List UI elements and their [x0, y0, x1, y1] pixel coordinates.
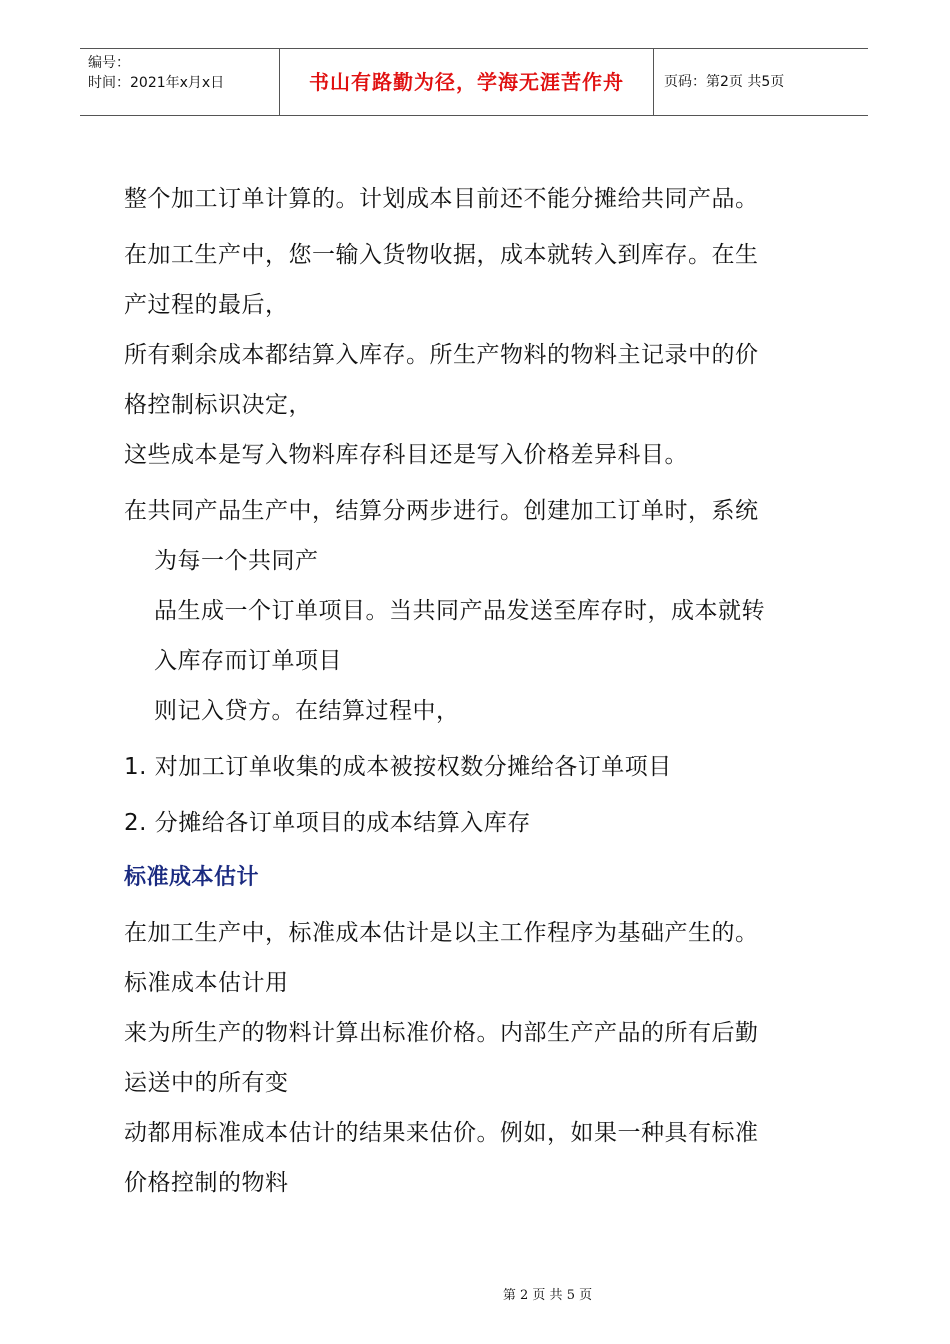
list-item: 1. 对加工订单收集的成本被按权数分摊给各订单项目	[124, 754, 672, 780]
section-heading: 标准成本估计	[124, 865, 260, 890]
body-line: 来为所生产的物料计算出标准价格。内部生产产品的所有后勤	[124, 1020, 759, 1046]
body-line: 这些成本是写入物料库存科目还是写入价格差异科目。	[124, 442, 688, 468]
document-body	[124, 174, 834, 1208]
header-page-info: 页码：第2页 共5页	[664, 74, 785, 90]
list-item: 2. 分摊给各订单项目的成本结算入库存	[124, 810, 531, 836]
body-line: 所有剩余成本都结算入库存。所生产物料的物料主记录中的价	[124, 342, 759, 368]
time-label: 时间：2021年x月x日	[88, 75, 225, 91]
body-line: 入库存而订单项目	[154, 648, 342, 674]
body-line: 在加工生产中，您一输入货物收据，成本就转入到库存。在生	[124, 242, 759, 268]
page-footer	[0, 1284, 950, 1303]
body-line: 标准成本估计用	[124, 970, 289, 996]
body-line: 产过程的最后，	[124, 292, 289, 318]
body-line: 则记入贷方。在结算过程中，	[154, 698, 460, 724]
body-line: 在加工生产中，标准成本估计是以主工作程序为基础产生的。	[124, 920, 759, 946]
footer-page-number: 第 2 页 共 5 页	[502, 1288, 593, 1303]
body-line: 价格控制的物料	[124, 1170, 289, 1196]
header-meta	[80, 49, 280, 115]
body-line: 整个加工订单计算的。计划成本目前还不能分摊给共同产品。	[124, 186, 759, 212]
body-line: 动都用标准成本估计的结果来估价。例如，如果一种具有标准	[124, 1120, 759, 1146]
body-line: 运送中的所有变	[124, 1070, 289, 1096]
body-line: 在共同产品生产中，结算分两步进行。创建加工订单时，系统	[124, 498, 759, 524]
header-motto: 书山有路勤为径，学海无涯苦作舟	[280, 49, 654, 115]
number-label: 编号：	[88, 55, 130, 71]
body-line: 为每一个共同产	[154, 548, 319, 574]
page-header	[80, 48, 868, 116]
body-line: 品生成一个订单项目。当共同产品发送至库存时，成本就转	[154, 598, 765, 624]
body-line: 格控制标识决定，	[124, 392, 312, 418]
